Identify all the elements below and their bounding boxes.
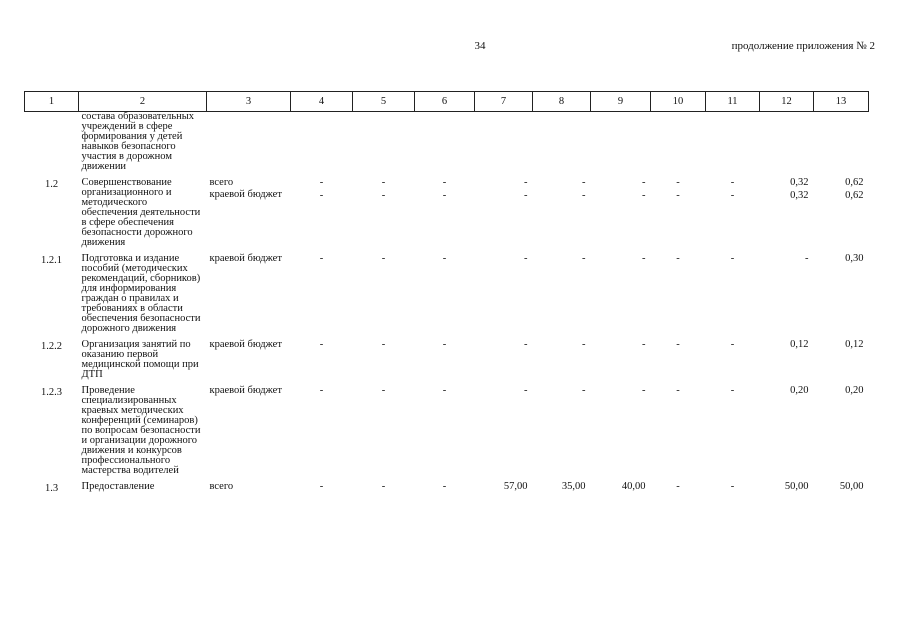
value-cell: [706, 340, 760, 386]
value-cell: [353, 482, 415, 498]
column-number-row: [25, 92, 869, 112]
value-cell: [651, 340, 706, 386]
value-cell: [651, 254, 706, 340]
amount: -: [381, 339, 386, 350]
table-row: [25, 254, 869, 340]
table-row: [25, 482, 869, 498]
column-header: 11: [706, 92, 760, 112]
appendix-note: продолжение приложения № 2: [731, 40, 875, 52]
amount: -: [442, 385, 447, 396]
value-cell: [415, 254, 475, 340]
value-cell: [353, 386, 415, 482]
amount: -: [642, 190, 646, 201]
value-cell: [475, 482, 533, 498]
value-cell: [415, 340, 475, 386]
column-header: 12: [760, 92, 814, 112]
table-row: [25, 112, 869, 179]
funding-source: краевой бюджет: [209, 385, 282, 396]
value-cell: [760, 340, 814, 386]
value-cell: [591, 178, 651, 254]
item-number: 1.2.1: [41, 255, 62, 266]
funding-source-cell: [207, 386, 291, 482]
item-number: 1.2.2: [41, 341, 62, 352]
value-cell: [651, 386, 706, 482]
amount: -: [524, 253, 528, 264]
amount: -: [642, 339, 646, 350]
amount: -: [319, 190, 324, 201]
value-cell: [291, 178, 353, 254]
amount: -: [730, 190, 735, 201]
program-table: [24, 91, 869, 498]
column-header: 10: [651, 92, 706, 112]
funding-source-cell: [207, 340, 291, 386]
table-body: [25, 92, 869, 499]
amount: -: [442, 339, 447, 350]
amount: 35,00: [561, 481, 586, 492]
amount: 0,20: [790, 385, 809, 396]
amount: -: [319, 177, 324, 188]
amount: 50,00: [784, 481, 809, 492]
value-cell: [415, 112, 475, 179]
value-cell: [760, 178, 814, 254]
item-number: 1.2.3: [41, 387, 62, 398]
value-cell: [475, 254, 533, 340]
amount: 0,62: [845, 177, 864, 188]
value-cell: [706, 178, 760, 254]
value-cell: [591, 340, 651, 386]
column-header: 4: [291, 92, 353, 112]
amount: 50,00: [839, 481, 864, 492]
table-row: [25, 386, 869, 482]
table-row: [25, 178, 869, 254]
amount: 0,30: [845, 253, 864, 264]
item-name: Совершенствование организационного и методического обеспечения деятельности в сфере обеспечения безопасности дорожного движения: [81, 177, 201, 248]
amount: -: [805, 253, 809, 264]
amount: -: [676, 253, 680, 264]
amount: -: [442, 177, 447, 188]
value-cell: [353, 340, 415, 386]
value-cell: [291, 340, 353, 386]
value-cell: [706, 386, 760, 482]
value-cell: [533, 178, 591, 254]
column-header: 1: [25, 92, 79, 112]
item-number: 1.3: [44, 483, 59, 494]
amount: -: [524, 339, 528, 350]
amount: -: [524, 385, 528, 396]
value-cell: [760, 386, 814, 482]
value-cell: [475, 112, 533, 179]
value-cell: [591, 112, 651, 179]
amount: 0,12: [845, 339, 864, 350]
funding-source: всего: [209, 177, 234, 188]
column-header: 5: [353, 92, 415, 112]
amount: -: [524, 177, 528, 188]
amount: -: [442, 253, 447, 264]
funding-source: краевой бюджет: [209, 189, 282, 200]
amount: -: [582, 177, 586, 188]
amount: -: [676, 481, 680, 492]
value-cell: [291, 386, 353, 482]
funding-source-cell: [207, 112, 291, 179]
column-header: 13: [814, 92, 869, 112]
value-cell: [291, 112, 353, 179]
value-cell: [415, 178, 475, 254]
amount: 0,32: [790, 190, 809, 201]
amount: -: [381, 385, 386, 396]
amount: -: [582, 339, 586, 350]
amount: 0,12: [790, 339, 809, 350]
amount: -: [642, 385, 646, 396]
funding-source-cell: [207, 482, 291, 498]
amount: -: [442, 481, 447, 492]
column-header: 6: [415, 92, 475, 112]
amount: -: [582, 190, 586, 201]
value-cell: [415, 386, 475, 482]
amount: -: [319, 385, 324, 396]
amount: 0,62: [845, 190, 864, 201]
amount: -: [730, 339, 735, 350]
value-cell: [651, 482, 706, 498]
funding-source: краевой бюджет: [209, 339, 282, 350]
item-name: Предоставление: [81, 481, 155, 492]
amount: -: [730, 177, 735, 188]
amount: -: [524, 190, 528, 201]
column-header: 7: [475, 92, 533, 112]
amount: -: [642, 253, 646, 264]
amount: 57,00: [503, 481, 528, 492]
amount: -: [319, 481, 324, 492]
amount: -: [676, 339, 680, 350]
value-cell: [291, 482, 353, 498]
amount: -: [381, 253, 386, 264]
value-cell: [651, 178, 706, 254]
value-cell: [533, 112, 591, 179]
amount: -: [730, 385, 735, 396]
funding-source: краевой бюджет: [209, 253, 282, 264]
amount: -: [319, 339, 324, 350]
value-cell: [760, 482, 814, 498]
value-cell: [353, 254, 415, 340]
value-cell: [475, 178, 533, 254]
value-cell: [415, 482, 475, 498]
page-number: 34: [474, 40, 486, 52]
amount: -: [381, 190, 386, 201]
amount: 40,00: [621, 481, 646, 492]
value-cell: [814, 340, 869, 386]
column-header: 9: [591, 92, 651, 112]
amount: -: [582, 385, 586, 396]
column-header: 8: [533, 92, 591, 112]
item-number: 1.2: [44, 179, 59, 190]
value-cell: [533, 340, 591, 386]
value-cell: [353, 178, 415, 254]
column-header: 3: [207, 92, 291, 112]
funding-source: всего: [209, 481, 234, 492]
value-cell: [291, 254, 353, 340]
value-cell: [706, 254, 760, 340]
value-cell: [814, 178, 869, 254]
value-cell: [533, 482, 591, 498]
value-cell: [591, 386, 651, 482]
amount: -: [642, 177, 646, 188]
amount: -: [676, 385, 680, 396]
value-cell: [706, 482, 760, 498]
value-cell: [591, 482, 651, 498]
value-cell: [760, 112, 814, 179]
amount: -: [676, 190, 680, 201]
item-name: состава образовательных учреждений в сфере формирования у детей навыков безопасного участия в дорожном движении: [81, 111, 195, 172]
value-cell: [814, 482, 869, 498]
amount: -: [442, 190, 447, 201]
amount: 0,20: [845, 385, 864, 396]
value-cell: [814, 386, 869, 482]
value-cell: [706, 112, 760, 179]
amount: -: [582, 253, 586, 264]
amount: -: [381, 481, 386, 492]
column-header: 2: [79, 92, 207, 112]
amount: 0,32: [790, 177, 809, 188]
value-cell: [533, 254, 591, 340]
value-cell: [651, 112, 706, 179]
value-cell: [533, 386, 591, 482]
table-row: [25, 340, 869, 386]
value-cell: [475, 340, 533, 386]
funding-source-cell: [207, 178, 291, 254]
value-cell: [475, 386, 533, 482]
amount: -: [381, 177, 386, 188]
amount: -: [730, 253, 735, 264]
amount: -: [676, 177, 680, 188]
amount: -: [730, 481, 735, 492]
item-name: Проведение специализированных краевых методических конференций (семинаров) по вопросам безопасности и организации дорожного движения и конкурсов профессионального мастерства водителей: [81, 385, 201, 476]
value-cell: [760, 254, 814, 340]
funding-source-cell: [207, 254, 291, 340]
value-cell: [353, 112, 415, 179]
value-cell: [591, 254, 651, 340]
item-name: Подготовка и издание пособий (методических рекомендаций, сборников) для информирования граждан о правилах и требованиях в области обеспечения безопасности дорожного движения: [81, 253, 201, 334]
value-cell: [814, 254, 869, 340]
value-cell: [814, 112, 869, 179]
item-number: [25, 112, 79, 179]
amount: -: [319, 253, 324, 264]
item-name: Организация занятий по оказанию первой медицинской помощи при ДТП: [81, 339, 199, 380]
